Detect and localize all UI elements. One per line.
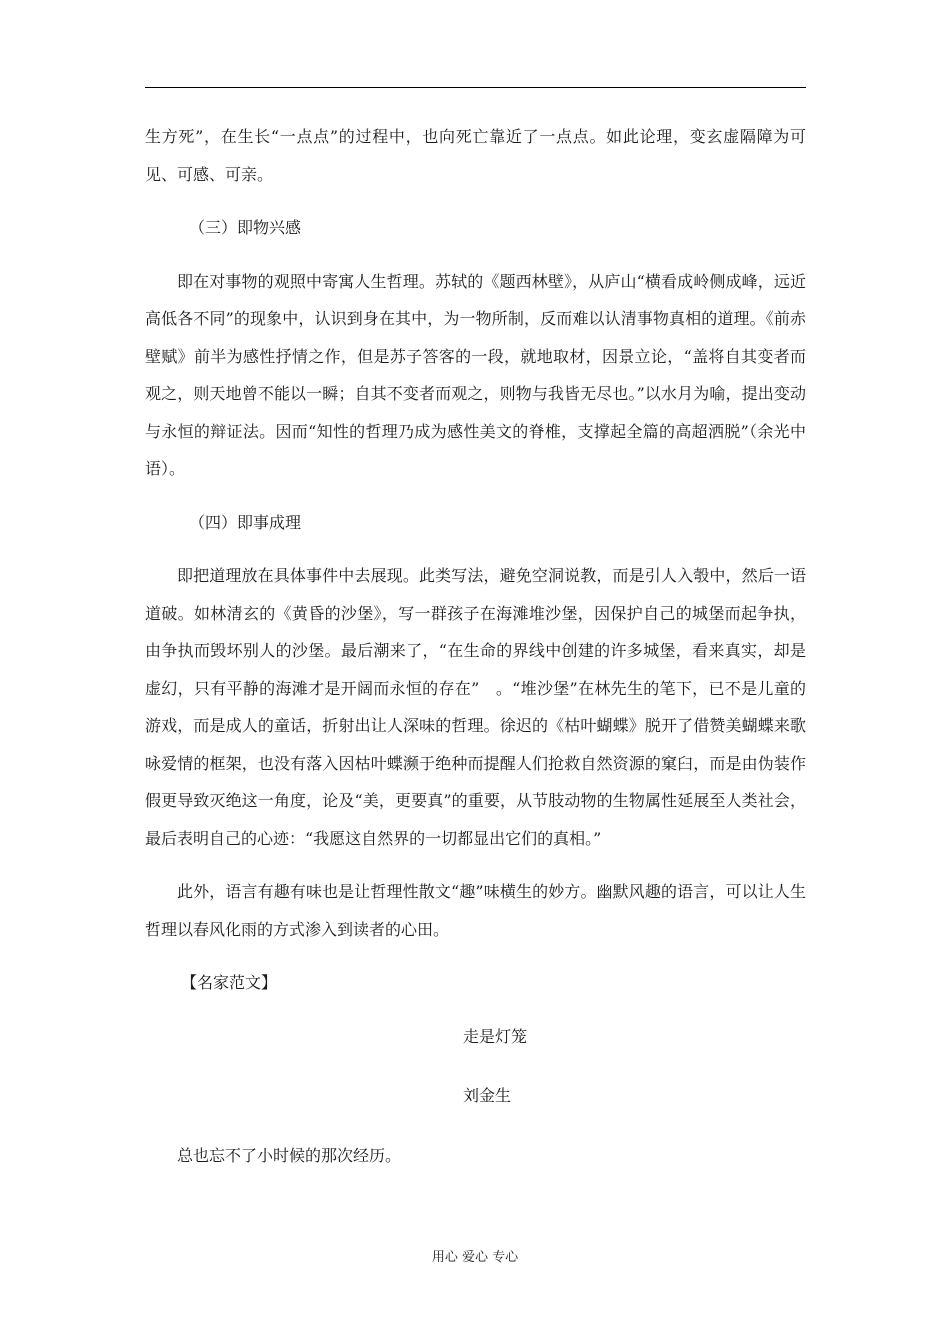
- section-heading-four: （四）即事成理: [189, 512, 302, 532]
- paragraph-language: 此外，语言有趣有味也是让哲理性散文“趣”味横生的妙方。幽默风趣的语言，可以让人生哲理以春风化雨的方式渗入到读者的心田。: [145, 882, 806, 939]
- essay-title: 走是灯笼: [463, 1026, 528, 1046]
- header-rule: [145, 87, 806, 88]
- section-heading-three: （三）即物兴感: [189, 218, 302, 237]
- page-footer: 用心 爱心 专心: [431, 1250, 519, 1265]
- essay-first-line: 总也忘不了小时候的那次经历。: [177, 1145, 402, 1165]
- paragraph-observation: 即在对事物的观照中寄寓人生哲理。苏轼的《题西林壁》，从庐山“横看成岭侧成峰，远近高低各不同”的现象中，认识到身在其中，为一物所制，反而难以认清事物真相的道理。《前赤壁赋》前半为感性抒情之作，但是苏子答客的一段，就地取材，因景立论，“盖将自其变者而观之，则天地曾不能以一瞬；自其不变者而观之，则物与我皆无尽也。”以水月为喻，提出变动与永恒的辩证法。因而“知性的哲理乃成为感性美文的脊椎，支撑起全篇的高超洒脱”（余光中语）。: [145, 271, 806, 478]
- paragraph-continuation: 生方死”，在生长“一点点”的过程中，也向死亡靠近了一点点。如此论理，变玄虚隔障为可见、可感、可亲。: [145, 127, 806, 184]
- paragraph-events: 即把道理放在具体事件中去展现。此类写法，避免空洞说教，而是引人入彀中，然后一语道破。如林清玄的《黄昏的沙堡》，写一群孩子在海滩堆沙堡，因保护自己的城堡而起争执，由争执而毁坏别人的沙堡。最后潮来了，“在生命的界线中创建的许多城堡，看来真实，却是虚幻，只有平静的海滩才是开阔而永恒的存在” 。“堆沙堡”在林先生的笔下，已不是儿童的游戏，而是成人的童话，折射出让人深味的哲理。徐迟的《枯叶蝴蝶》脱开了借赞美蝴蝶来歌咏爱情的框架，也没有落入因枯叶蝶濒于绝种而提醒人们抢救自然资源的窠臼，而是由伪装作假更导致灭绝这一角度，论及“美，更要真”的重要，从节肢动物的生物属性延展至人类社会，最后表明自己的心迹：“我愿这自然界的一切都显出它们的真相。”: [145, 566, 806, 848]
- essay-author: 刘金生: [463, 1086, 512, 1105]
- document-body: [145, 118, 806, 1190]
- section-label-model-essay: 【名家范文】: [181, 973, 278, 992]
